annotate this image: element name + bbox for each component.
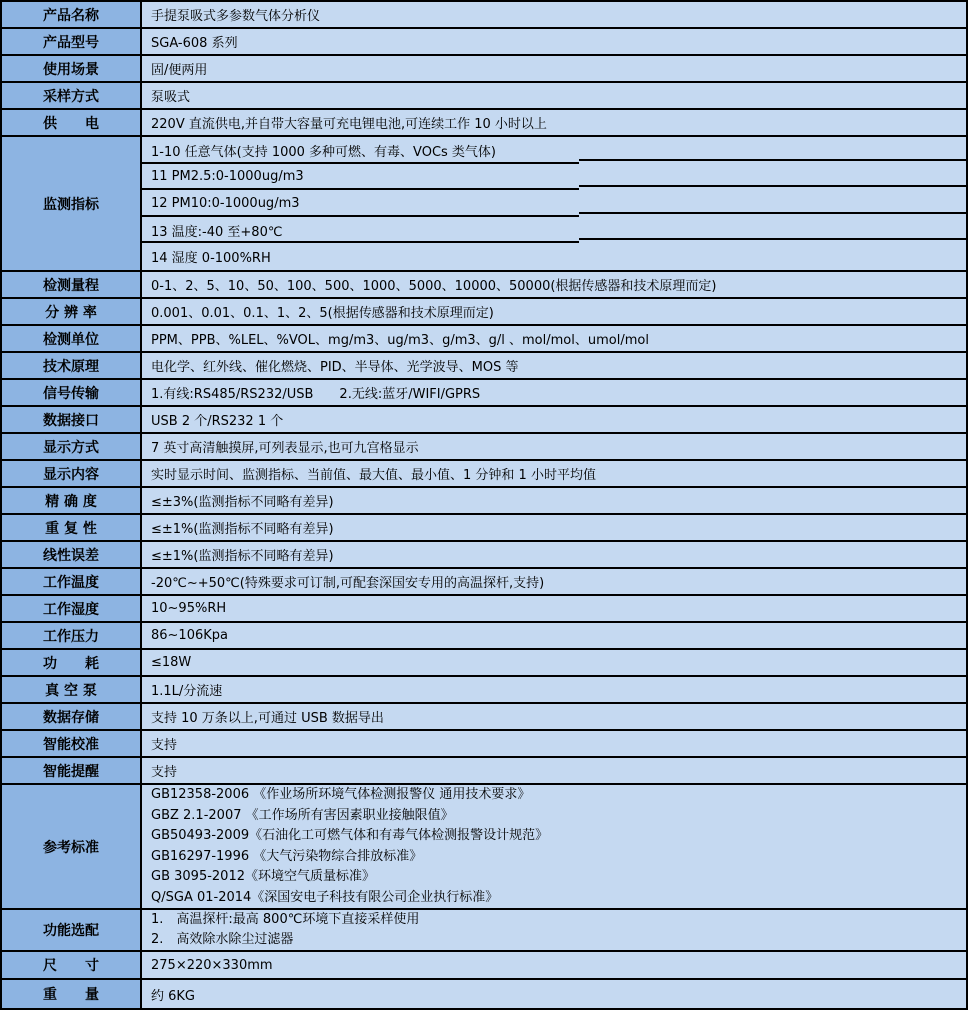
spec-row [2, 137, 966, 272]
spec-row [2, 910, 966, 952]
row-label: 工作湿度 [2, 596, 142, 621]
spec-row [2, 2, 966, 29]
row-label: 功能选配 [2, 910, 142, 950]
row-label: 信号传输 [2, 380, 142, 405]
row-label: 供 电 [2, 110, 142, 135]
row-value: 10~95%RH [142, 596, 966, 621]
spec-row [2, 29, 966, 56]
row-value: SGA-608 系列 [142, 29, 966, 54]
row-value [142, 785, 966, 908]
row-label: 功 耗 [2, 650, 142, 675]
spec-row [2, 461, 966, 488]
row-label: 监测指标 [2, 137, 142, 270]
spec-row [2, 569, 966, 596]
row-value: ≤±3%(监测指标不同略有差异) [142, 488, 966, 513]
value-line: GB 3095-2012《环境空气质量标准》 [151, 869, 375, 884]
row-value: -20℃~+50℃(特殊要求可订制,可配套深国安专用的高温探杆,支持) [142, 569, 966, 594]
monitor-subrow [142, 243, 966, 270]
monitor-subrow-text: 11 PM2.5:0-1000ug/m3 [151, 169, 304, 185]
value-line: GB50493-2009《石油化工可燃气体和有毒气体检测报警设计规范》 [151, 828, 549, 843]
row-value: ≤±1%(监测指标不同略有差异) [142, 515, 966, 540]
row-label: 检测单位 [2, 326, 142, 351]
row-value: 1.1L/分流速 [142, 677, 966, 702]
row-value [142, 137, 966, 270]
row-label: 分 辨 率 [2, 299, 142, 324]
spec-row [2, 785, 966, 910]
spec-row [2, 758, 966, 785]
row-label: 工作温度 [2, 569, 142, 594]
subrow-divider-right [579, 212, 966, 214]
row-label: 重 量 [2, 980, 142, 1008]
spec-row [2, 596, 966, 623]
row-value: 手提泵吸式多参数气体分析仪 [142, 2, 966, 27]
row-label: 数据接口 [2, 407, 142, 432]
spec-row [2, 623, 966, 650]
row-label: 采样方式 [2, 83, 142, 108]
row-value: 支持 [142, 731, 966, 756]
row-label: 真 空 泵 [2, 677, 142, 702]
spec-row [2, 515, 966, 542]
row-label: 显示方式 [2, 434, 142, 459]
row-value: 1.有线:RS485/RS232/USB 2.无线:蓝牙/WIFI/GPRS [142, 380, 966, 405]
row-label: 检测量程 [2, 272, 142, 297]
spec-row [2, 380, 966, 407]
row-label: 工作压力 [2, 623, 142, 648]
row-value: 0-1、2、5、10、50、100、500、1000、5000、10000、50000(根据传感器和技术原理而定) [142, 272, 966, 297]
row-value: 7 英寸高清触摸屏,可列表显示,也可九宫格显示 [142, 434, 966, 459]
row-label: 产品型号 [2, 29, 142, 54]
monitor-subrow-text: 1-10 任意气体(支持 1000 多种可燃、有毒、VOCs 类气体) [151, 144, 497, 160]
row-label: 使用场景 [2, 56, 142, 81]
row-value: 固/便两用 [142, 56, 966, 81]
monitor-subrow [142, 137, 966, 164]
spec-row [2, 434, 966, 461]
row-label: 重 复 性 [2, 515, 142, 540]
row-value: ≤18W [142, 650, 966, 675]
spec-row [2, 952, 966, 980]
row-value: 泵吸式 [142, 83, 966, 108]
value-line: GB16297-1996 《大气污染物综合排放标准》 [151, 848, 423, 864]
subrow-divider-right [579, 185, 966, 187]
monitor-subrow [142, 164, 966, 191]
row-value: 220V 直流供电,并自带大容量可充电锂电池,可连续工作 10 小时以上 [142, 110, 966, 135]
monitor-subrow-text: 13 温度:-40 至+80℃ [151, 224, 283, 240]
monitor-subrow [142, 190, 966, 217]
row-label: 数据存储 [2, 704, 142, 729]
spec-row [2, 326, 966, 353]
row-label: 尺 寸 [2, 952, 142, 978]
row-value: ≤±1%(监测指标不同略有差异) [142, 542, 966, 567]
value-line: 2. 高效除水除尘过滤器 [151, 932, 294, 947]
row-label: 产品名称 [2, 2, 142, 27]
row-label: 智能提醒 [2, 758, 142, 783]
spec-row [2, 731, 966, 758]
subrow-divider-right [579, 159, 966, 161]
value-line: GB12358-2006 《作业场所环境气体检测报警仪 通用技术要求》 [151, 787, 531, 802]
spec-row [2, 56, 966, 83]
spec-row [2, 407, 966, 434]
value-line: Q/SGA 01-2014《深国安电子科技有限公司企业执行标准》 [151, 889, 499, 905]
spec-row [2, 353, 966, 380]
row-value: 86~106Kpa [142, 623, 966, 648]
monitor-subrow-text: 14 湿度 0-100%RH [151, 251, 271, 267]
row-value: 电化学、红外线、催化燃烧、PID、半导体、光学波导、MOS 等 [142, 353, 966, 378]
monitor-subrow [142, 217, 966, 244]
row-label: 精 确 度 [2, 488, 142, 513]
row-value: 275×220×330mm [142, 952, 966, 978]
spec-row [2, 704, 966, 731]
row-label: 技术原理 [2, 353, 142, 378]
row-value: 0.001、0.01、0.1、1、2、5(根据传感器和技术原理而定) [142, 299, 966, 324]
spec-row [2, 542, 966, 569]
row-value: 实时显示时间、监测指标、当前值、最大值、最小值、1 分钟和 1 小时平均值 [142, 461, 966, 486]
row-value: 支持 [142, 758, 966, 783]
row-label: 显示内容 [2, 461, 142, 486]
spec-row [2, 110, 966, 137]
row-value: 支持 10 万条以上,可通过 USB 数据导出 [142, 704, 966, 729]
monitor-subrow-text: 12 PM10:0-1000ug/m3 [151, 195, 300, 211]
spec-row [2, 488, 966, 515]
subrow-divider-right [579, 238, 966, 240]
spec-row [2, 980, 966, 1008]
spec-row [2, 299, 966, 326]
row-value [142, 910, 966, 950]
row-label: 智能校准 [2, 731, 142, 756]
spec-row [2, 677, 966, 704]
row-value: 约 6KG [142, 980, 966, 1008]
row-label: 线性误差 [2, 542, 142, 567]
value-line: 1. 高温探杆:最高 800℃环境下直接采样使用 [151, 912, 420, 927]
value-line: GBZ 2.1-2007 《工作场所有害因素职业接触限值》 [151, 807, 454, 823]
row-value: USB 2 个/RS232 1 个 [142, 407, 966, 432]
spec-row [2, 83, 966, 110]
row-value: PPM、PPB、%LEL、%VOL、mg/m3、ug/m3、g/m3、g/l 、mol/mol、umol/mol [142, 326, 966, 351]
spec-row [2, 650, 966, 677]
spec-row [2, 272, 966, 299]
row-label: 参考标准 [2, 785, 142, 908]
